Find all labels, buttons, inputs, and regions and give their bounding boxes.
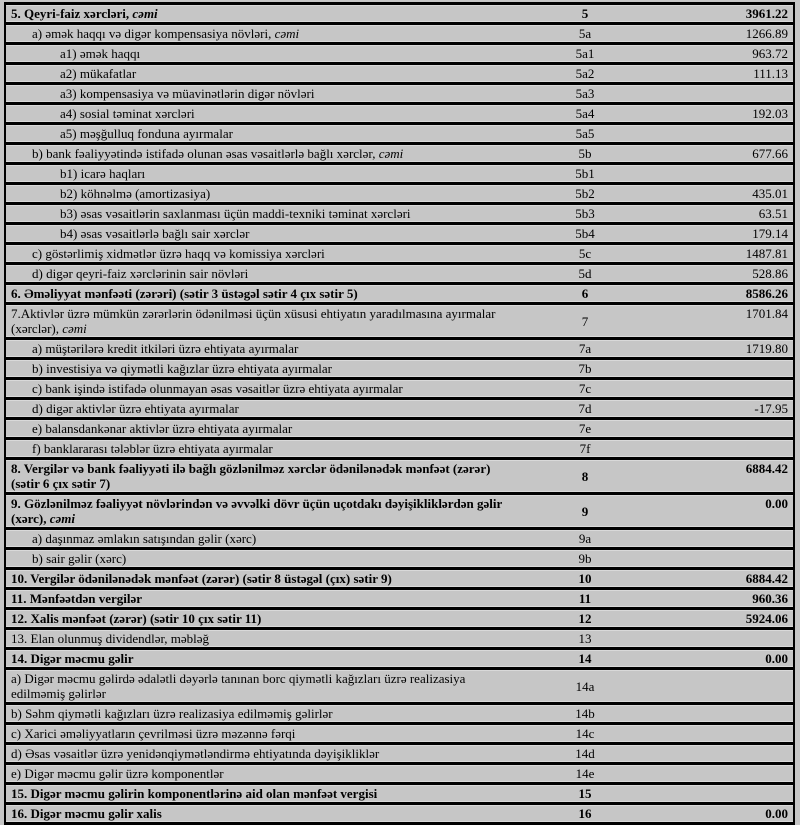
row-label-text: 12. Xalis mənfəət (zərər) (sətir 10 çıx sətir 11) <box>11 611 262 626</box>
row-label <box>5 629 510 649</box>
row-code: 5a4 <box>510 104 660 124</box>
row-label-text: a5) məşğulluq fonduna ayırmalar <box>60 126 233 141</box>
row-label <box>5 339 510 359</box>
row-label-text: a) Digər məcmu gəlirdə ədalətli dəyərlə tanınan borc qiymətli kağızları üzrə realizasiya edilməmiş gəlirlər <box>11 671 466 701</box>
row-label-text: 7.Aktivlər üzrə mümkün zərərlərin ödənilməsi üçün xüsusi ehtiyatın yaradılmasına ayırmalar (xərclər), <box>11 306 496 336</box>
row-code: 14c <box>510 724 660 744</box>
row-label <box>5 724 510 744</box>
table-row <box>5 4 794 24</box>
table-row <box>5 704 794 724</box>
table-row <box>5 569 794 589</box>
row-code: 5a2 <box>510 64 660 84</box>
table-row <box>5 204 794 224</box>
row-value: 1719.80 <box>660 339 794 359</box>
row-label <box>5 549 510 569</box>
row-label-text: 14. Digər məcmu gəlir <box>11 651 134 666</box>
table-row <box>5 24 794 44</box>
row-label-text: f) banklararası tələblər üzrə ehtiyata ayırmalar <box>32 441 273 456</box>
row-value: 0.00 <box>660 804 794 824</box>
row-code: 7d <box>510 399 660 419</box>
table-row <box>5 494 794 529</box>
row-code: 7f <box>510 439 660 459</box>
row-label-text: 8. Vergilər və bank fəaliyyəti ilə bağlı gözlənilməz xərclər ödənilənədək mənfəət (zərər) (sətir 6 çıx sətir 7) <box>11 461 491 491</box>
row-label-text: b2) köhnəlmə (amortizasiya) <box>60 186 211 201</box>
row-label <box>5 744 510 764</box>
table-row <box>5 84 794 104</box>
row-label-text: b3) əsas vəsaitlərin saxlanması üçün maddi-texniki təminat xərcləri <box>60 206 411 221</box>
row-label-text: 10. Vergilər ödənilənədək mənfəət (zərər) (sətir 8 üstəgəl (çıx) sətir 9) <box>11 571 392 586</box>
row-label-text: e) balansdankənar aktivlər üzrə ehtiyata ayırmalar <box>32 421 293 436</box>
row-label-text: b4) əsas vəsaitlərlə bağlı sair xərclər <box>60 226 250 241</box>
row-code: 5a3 <box>510 84 660 104</box>
row-label-text: 6. Əməliyyat mənfəəti (zərəri) (sətir 3 üstəgəl sətir 4 çıx sətir 5) <box>11 286 358 301</box>
row-code: 14d <box>510 744 660 764</box>
row-value <box>660 764 794 784</box>
row-code: 5b <box>510 144 660 164</box>
row-value: 435.01 <box>660 184 794 204</box>
row-label <box>5 84 510 104</box>
row-code: 5d <box>510 264 660 284</box>
row-value: 1487.81 <box>660 244 794 264</box>
row-value <box>660 704 794 724</box>
row-label-text: b) bank fəaliyyətində istifadə olunan əsas vəsaitlərlə bağlı xərclər, <box>32 146 376 161</box>
table-row <box>5 184 794 204</box>
row-label <box>5 419 510 439</box>
row-value <box>660 549 794 569</box>
row-label-text: e) Digər məcmu gəlir üzrə komponentlər <box>11 766 224 781</box>
row-label-text: a2) mükafatlar <box>60 66 137 81</box>
row-code: 11 <box>510 589 660 609</box>
row-code: 14 <box>510 649 660 669</box>
table-row <box>5 459 794 494</box>
table-row <box>5 44 794 64</box>
row-label-text: d) Əsas vəsaitlər üzrə yenidənqiymətləndirmə ehtiyatında dəyişikliklər <box>11 746 380 761</box>
row-label <box>5 439 510 459</box>
row-label-text: 16. Digər məcmu gəlir xalis <box>11 806 162 821</box>
row-value: 1701.84 <box>660 304 794 339</box>
row-label-text: 9. Gözlənilməz fəaliyyət növlərindən və əvvəlki dövr üçün uçotdakı dəyişikliklərdən gəlir (xərc), <box>11 496 502 526</box>
table-row <box>5 379 794 399</box>
row-code: 5b2 <box>510 184 660 204</box>
row-label <box>5 529 510 549</box>
row-code: 9 <box>510 494 660 529</box>
row-label <box>5 24 510 44</box>
row-code: 9b <box>510 549 660 569</box>
row-label-text: a4) sosial təminat xərcləri <box>60 106 195 121</box>
row-value: 6884.42 <box>660 459 794 494</box>
row-code: 5a <box>510 24 660 44</box>
row-value <box>660 84 794 104</box>
row-code: 5 <box>510 4 660 24</box>
row-value <box>660 164 794 184</box>
table-row <box>5 64 794 84</box>
row-code: 7e <box>510 419 660 439</box>
row-label <box>5 104 510 124</box>
row-label <box>5 569 510 589</box>
row-label <box>5 64 510 84</box>
row-value <box>660 359 794 379</box>
row-value: 0.00 <box>660 494 794 529</box>
table-row <box>5 104 794 124</box>
row-value <box>660 784 794 804</box>
table-row <box>5 339 794 359</box>
table-row <box>5 744 794 764</box>
row-label-text: 13. Elan olunmuş dividendlər, məbləğ <box>11 631 210 646</box>
table-row <box>5 244 794 264</box>
row-code: 10 <box>510 569 660 589</box>
table-row <box>5 439 794 459</box>
row-label <box>5 359 510 379</box>
row-label <box>5 494 510 529</box>
row-value: 960.36 <box>660 589 794 609</box>
row-code: 8 <box>510 459 660 494</box>
table-row <box>5 764 794 784</box>
table-row <box>5 419 794 439</box>
row-label <box>5 124 510 144</box>
row-label-text: d) digər qeyri-faiz xərclərinin sair növləri <box>32 266 249 281</box>
row-code: 14e <box>510 764 660 784</box>
row-label-text: b) investisiya və qiymətli kağızlar üzrə ehtiyata ayırmalar <box>32 361 332 376</box>
table-body <box>5 4 794 824</box>
table-row <box>5 629 794 649</box>
row-value: 192.03 <box>660 104 794 124</box>
row-label <box>5 784 510 804</box>
row-label <box>5 589 510 609</box>
row-value <box>660 629 794 649</box>
row-value: 963.72 <box>660 44 794 64</box>
row-label-text: c) göstərlimiş xidmətlər üzrə haqq və komissiya xərcləri <box>32 246 325 261</box>
row-code: 6 <box>510 284 660 304</box>
table-row <box>5 784 794 804</box>
row-code: 15 <box>510 784 660 804</box>
row-value <box>660 419 794 439</box>
row-label-text: d) digər aktivlər üzrə ehtiyata ayırmalar <box>32 401 239 416</box>
row-label-italic-suffix: cəmi <box>59 321 87 336</box>
row-code: 12 <box>510 609 660 629</box>
row-code: 7 <box>510 304 660 339</box>
row-code: 5b4 <box>510 224 660 244</box>
table-row <box>5 359 794 379</box>
row-value: 63.51 <box>660 204 794 224</box>
row-value <box>660 724 794 744</box>
table-row <box>5 304 794 339</box>
row-label-text: a) daşınmaz əmlakın satışından gəlir (xərc) <box>32 531 257 546</box>
row-label-italic-suffix: cəmi <box>271 26 300 41</box>
table-row <box>5 669 794 704</box>
row-value: 528.86 <box>660 264 794 284</box>
row-code: 14a <box>510 669 660 704</box>
row-code: 5b3 <box>510 204 660 224</box>
row-label <box>5 244 510 264</box>
row-value: -17.95 <box>660 399 794 419</box>
row-label-italic-suffix: cəmi <box>129 6 158 21</box>
row-label <box>5 4 510 24</box>
row-value: 6884.42 <box>660 569 794 589</box>
row-label-italic-suffix: cəmi <box>46 511 75 526</box>
row-label-text: a) müştərilərə kredit itkiləri üzrə ehtiyata ayırmalar <box>32 341 299 356</box>
row-label <box>5 764 510 784</box>
row-value: 8586.26 <box>660 284 794 304</box>
row-value <box>660 379 794 399</box>
row-code: 5a1 <box>510 44 660 64</box>
row-label <box>5 184 510 204</box>
row-label <box>5 224 510 244</box>
row-value <box>660 124 794 144</box>
row-code: 5b1 <box>510 164 660 184</box>
table-row <box>5 724 794 744</box>
row-label-text: b) sair gəlir (xərc) <box>32 551 127 566</box>
row-label-text: c) Xarici əməliyyatların çevrilməsi üzrə məzənnə fərqi <box>11 726 296 741</box>
table-row <box>5 164 794 184</box>
row-label <box>5 459 510 494</box>
row-label-text: a1) əmək haqqı <box>60 46 141 61</box>
table-row <box>5 124 794 144</box>
table-row <box>5 144 794 164</box>
row-label <box>5 609 510 629</box>
income-statement-table <box>4 2 795 825</box>
row-value <box>660 529 794 549</box>
row-value: 3961.22 <box>660 4 794 24</box>
row-value: 0.00 <box>660 649 794 669</box>
table-row <box>5 649 794 669</box>
row-code: 7b <box>510 359 660 379</box>
table-row <box>5 549 794 569</box>
row-value <box>660 744 794 764</box>
row-value: 677.66 <box>660 144 794 164</box>
row-value <box>660 669 794 704</box>
row-label-text: 15. Digər məcmu gəlirin komponentlərinə aid olan mənfəət vergisi <box>11 786 378 801</box>
table-row <box>5 529 794 549</box>
row-code: 5a5 <box>510 124 660 144</box>
row-value: 5924.06 <box>660 609 794 629</box>
row-label <box>5 669 510 704</box>
row-code: 14b <box>510 704 660 724</box>
row-label <box>5 379 510 399</box>
row-label-text: b1) icarə haqları <box>60 166 146 181</box>
table-row <box>5 589 794 609</box>
row-label-text: b) Səhm qiymətli kağızları üzrə realizasiya edilməmiş gəlirlər <box>11 706 333 721</box>
row-label <box>5 399 510 419</box>
row-label <box>5 204 510 224</box>
row-value: 1266.89 <box>660 24 794 44</box>
row-label <box>5 144 510 164</box>
row-code: 16 <box>510 804 660 824</box>
table-row <box>5 224 794 244</box>
row-code: 7a <box>510 339 660 359</box>
row-value: 111.13 <box>660 64 794 84</box>
row-label-italic-suffix: cəmi <box>375 146 404 161</box>
row-label <box>5 264 510 284</box>
table-row <box>5 609 794 629</box>
row-label <box>5 284 510 304</box>
table-row <box>5 804 794 824</box>
row-label-text: 5. Qeyri-faiz xərcləri, <box>11 6 130 21</box>
row-label-text: a3) kompensasiya və müavinətlərin digər növləri <box>60 86 315 101</box>
row-label <box>5 304 510 339</box>
row-label-text: 11. Mənfəətdən vergilər <box>11 591 143 606</box>
table-row <box>5 264 794 284</box>
row-label <box>5 804 510 824</box>
row-value: 179.14 <box>660 224 794 244</box>
row-label-text: a) əmək haqqı və digər kompensasiya növləri, <box>32 26 272 41</box>
row-code: 9a <box>510 529 660 549</box>
row-label <box>5 44 510 64</box>
table-row <box>5 284 794 304</box>
row-value <box>660 439 794 459</box>
row-label-text: c) bank işində istifadə olunmayan əsas vəsaitlər üzrə ehtiyata ayırmalar <box>32 381 403 396</box>
row-code: 5c <box>510 244 660 264</box>
row-label <box>5 649 510 669</box>
row-label <box>5 704 510 724</box>
row-code: 13 <box>510 629 660 649</box>
row-code: 7c <box>510 379 660 399</box>
table-row <box>5 399 794 419</box>
row-label <box>5 164 510 184</box>
